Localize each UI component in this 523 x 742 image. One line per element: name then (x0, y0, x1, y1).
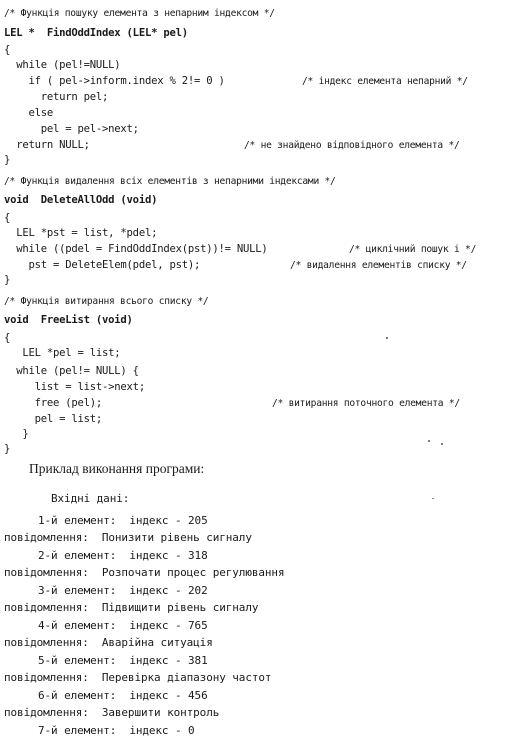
inline-comment: /* видалення елементів списку */ (290, 260, 467, 271)
output-element-line: 4-й елемент: індекс - 765 (38, 619, 208, 632)
code-brace-open: { (4, 44, 11, 56)
code-brace-close: } (4, 428, 29, 440)
code-line: return NULL; (4, 139, 90, 151)
output-message-line: повідомлення: Аварійна ситуація (4, 636, 213, 649)
func-find-odd-signature: LEL * FindOddIndex (LEL* pel) (4, 27, 188, 39)
output-element-line: 1-й елемент: індекс - 205 (38, 514, 208, 527)
inline-comment: /* витирання поточного елемента */ (272, 398, 460, 409)
code-line: list = list->next; (4, 381, 145, 393)
code-line: pst = DeleteElem(pdel, pst); (4, 259, 201, 271)
code-line: LEL *pst = list, *pdel; (4, 227, 158, 239)
scan-speck (432, 498, 434, 499)
example-heading: Приклад виконання програми: (29, 461, 205, 476)
comment-find-odd: /* Функція пошуку елемента з непарним індексом */ (4, 8, 275, 19)
inline-comment: /* не знайдено відповідного елемента */ (244, 140, 460, 151)
code-line: free (pel); (4, 397, 103, 409)
code-line: while ((pdel = FindOddIndex(pst))!= NULL) (4, 243, 268, 255)
comment-free-list: /* Функція витирання всього списку */ (4, 296, 209, 307)
code-brace-open: { (4, 212, 11, 224)
scan-speck (428, 440, 430, 442)
scan-speck (386, 337, 388, 339)
code-line: LEL *pel = list; (4, 347, 121, 359)
scan-speck (441, 443, 443, 445)
inline-comment: /* індекс елемента непарний */ (302, 76, 468, 87)
code-brace-close: } (4, 443, 11, 455)
code-line: pel = pel->next; (4, 123, 139, 135)
comment-delete-all-odd: /* Функція видалення всіх елементів з непарними індексами */ (4, 176, 336, 187)
output-message-line: повідомлення: Завершити контроль (4, 706, 220, 719)
inline-comment: /* циклічний пошук і */ (349, 244, 477, 255)
code-brace-open: { (4, 332, 11, 344)
output-element-line: 6-й елемент: індекс - 456 (38, 689, 208, 702)
output-element-line: 5-й елемент: індекс - 381 (38, 654, 208, 667)
func-delete-all-odd-signature: void DeleteAllOdd (void) (4, 194, 158, 206)
input-heading: Вхідні дані: (51, 492, 130, 505)
output-element-line: 7-й елемент: індекс - 0 (38, 724, 195, 737)
output-message-line: повідомлення: Перевірка діапазону частот (4, 671, 272, 684)
code-line: pel = list; (4, 413, 103, 425)
output-element-line: 3-й елемент: індекс - 202 (38, 584, 208, 597)
output-message-line: повідомлення: Понизити рівень сигналу (4, 531, 252, 544)
code-line: if ( pel->inform.index % 2!= 0 ) (4, 75, 225, 87)
code-line: else (4, 107, 54, 119)
code-line: while (pel!= NULL) { (4, 365, 139, 377)
output-message-line: повідомлення: Розпочати процес регулювання (4, 566, 285, 579)
output-element-line: 2-й елемент: індекс - 318 (38, 549, 208, 562)
code-line: return pel; (4, 91, 109, 103)
func-free-list-signature: void FreeList (void) (4, 314, 133, 326)
code-line: while (pel!=NULL) (4, 59, 121, 71)
output-message-line: повідомлення: Підвищити рівень сигналу (4, 601, 259, 614)
code-brace-close: } (4, 274, 11, 286)
code-brace-close: } (4, 154, 11, 166)
